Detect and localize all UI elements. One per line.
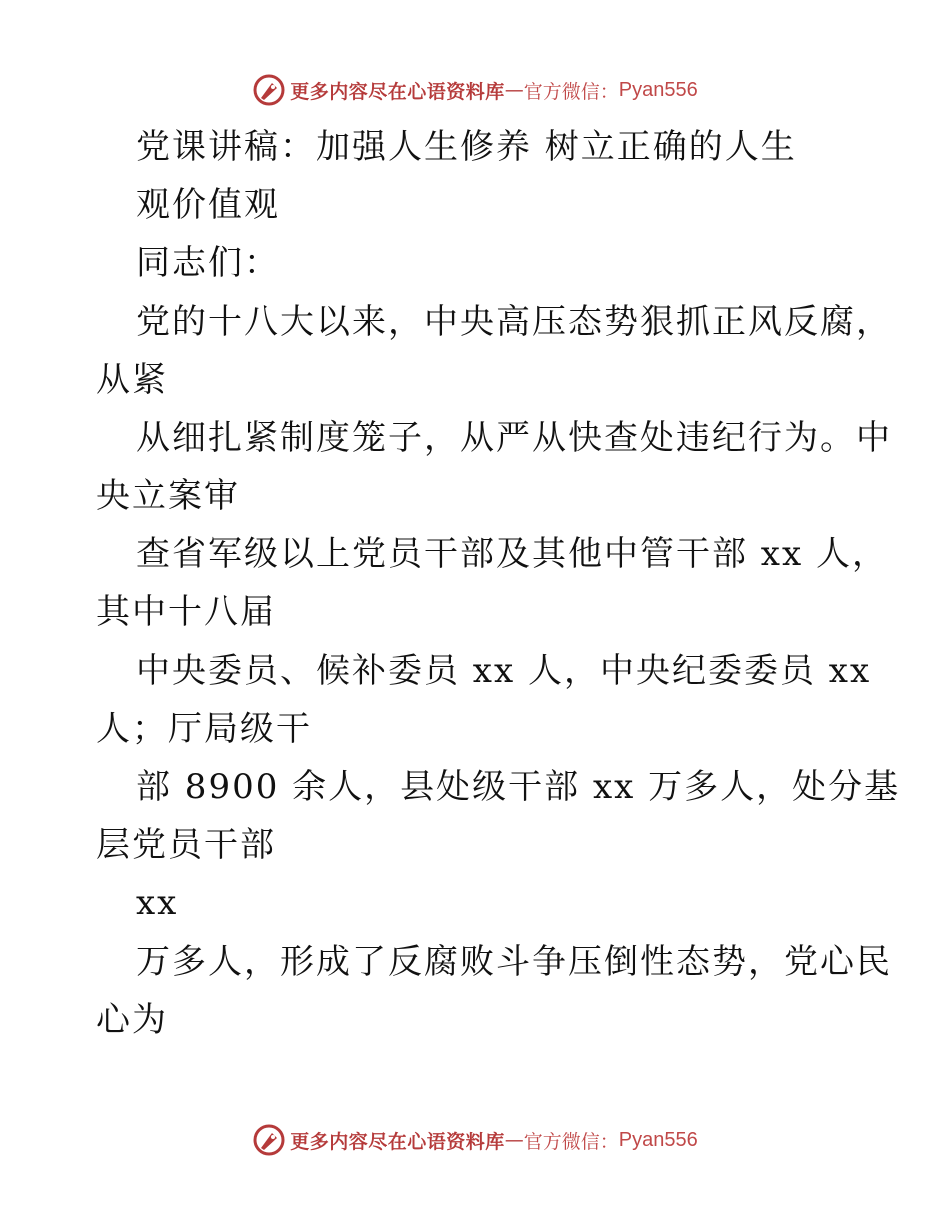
- banner-separator: —: [504, 79, 524, 101]
- body-line: xx: [136, 883, 179, 923]
- body-line: 部 8900 余人，县处级干部 xx 万多人，处分基: [136, 767, 901, 807]
- body-line: 央立案审: [96, 476, 240, 516]
- pen-nib-icon: [252, 73, 286, 107]
- body-line: 其中十八届: [96, 592, 276, 632]
- brand-text: 更多内容尽在心语资料库: [290, 1130, 505, 1153]
- wechat-id: Pyan556: [618, 78, 698, 101]
- body-line: 万多人，形成了反腐败斗争压倒性态势，党心民: [136, 942, 892, 982]
- body-line: 人；厅局级干: [96, 709, 312, 749]
- salutation: 同志们：: [136, 243, 280, 283]
- body-line: 党的十八大以来，中央高压态势狠抓正风反腐，: [136, 302, 892, 342]
- pen-nib-icon: [252, 1123, 286, 1157]
- brand-text: 更多内容尽在心语资料库: [290, 80, 505, 103]
- body-line: 查省军级以上党员干部及其他中管干部 xx 人，: [136, 534, 888, 574]
- body-line: 中央委员、候补委员 xx 人，中央纪委委员 xx: [136, 651, 872, 691]
- banner-separator: —: [504, 1129, 524, 1151]
- wechat-id: Pyan556: [618, 1128, 698, 1151]
- body-line: 层党员干部: [96, 825, 276, 865]
- header-banner: [0, 70, 950, 110]
- footer-banner: [0, 1120, 950, 1160]
- wechat-label: 官方微信：: [523, 1130, 619, 1153]
- body-line: 从细扎紧制度笼子，从严从快查处违纪行为。中: [136, 418, 892, 458]
- wechat-label: 官方微信：: [523, 80, 619, 103]
- body-line: 心为: [96, 1000, 168, 1040]
- document-title-line-1: 党课讲稿：加强人生修养 树立正确的人生: [136, 127, 797, 167]
- document-title-line-2: 观价值观: [136, 185, 280, 225]
- body-line: 从紧: [96, 360, 168, 400]
